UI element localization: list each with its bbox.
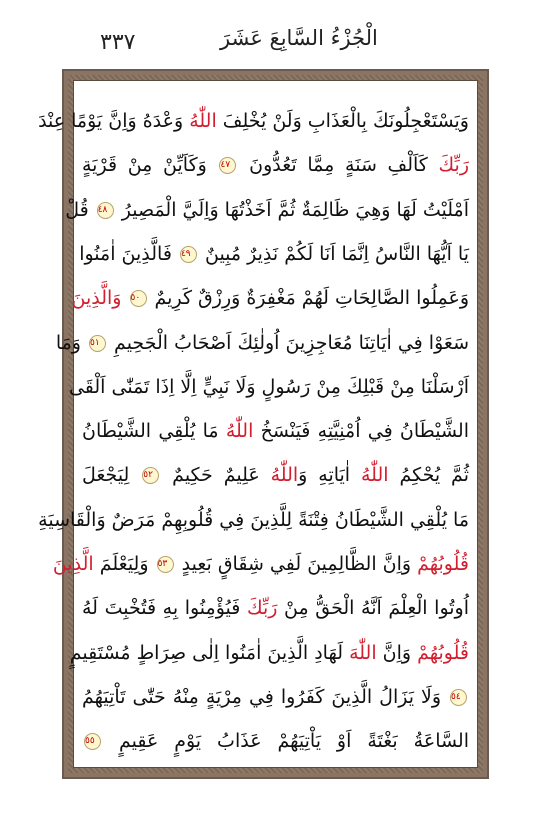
highlighted-word: اللّٰهَ (349, 641, 377, 664)
verse-text: مَا يُلْقِي الشَّيْطَانُ (82, 420, 226, 443)
verse-text: اُوتُوا الْعِلْمَ اَنَّهُ الْحَقُّ مِنْ (277, 597, 469, 620)
verse-text: وَعَمِلُوا الصَّالِحَاتِ لَهُمْ مَغْفِرَةٌ وَرِزْقٌ كَرِيمٌ (148, 287, 469, 310)
highlighted-word: اللّٰهُ (189, 110, 217, 132)
verse-text: وَلِيَعْلَمَ (93, 553, 155, 575)
highlighted-word: رَبِّكَ (438, 154, 469, 177)
verse-text: قُلْ (65, 198, 95, 221)
highlighted-word: اللّٰهُ (270, 464, 299, 487)
verse-text: اَمْلَيْتُ لَهَا وَهِيَ ظَالِمَةٌ ثُمَّ اَخَذْتُهَا وَاِلَيَّ الْمَصِيرُ (115, 198, 469, 221)
juz-title: الْجُزْءُ السَّابِعَ عَشَرَ (220, 26, 378, 50)
ayah-marker: ٥٣ (157, 556, 174, 573)
verse-text: اٰيَاتِهِ وَ (298, 464, 361, 487)
verse-text: فَيُؤْمِنُوا بِهِ فَتُخْبِتَ لَهُ (82, 597, 247, 620)
text-line (82, 455, 469, 495)
verse-text: لَهَادِ الَّذِينَ اٰمَنُوا اِلٰى صِرَاطٍ مُسْتَقِيمٍ (69, 641, 350, 664)
text-line (38, 500, 469, 540)
verse-text: السَّاعَةُ بَغْتَةً اَوْ يَاْتِيَهُمْ عَذَابُ يَوْمٍ عَقِيمٍ (103, 730, 469, 753)
text-line (82, 145, 469, 185)
verse-text: يَا اَيُّهَا النَّاسُ اِنَّمَا اَنَا لَكُمْ نَذِيرٌ مُبِينٌ (198, 242, 469, 265)
highlighted-word: اللّٰهُ (361, 464, 389, 487)
verse-text: مَا يُلْقِي الشَّيْطَانُ فِتْنَةً لِلَّذِينَ فِي قُلُوبِهِمْ مَرَضٌ وَالْقَاسِيَةِ (38, 508, 469, 531)
text-line (68, 367, 469, 407)
highlighted-word: رَبِّكَ (246, 597, 278, 620)
text-line (55, 323, 469, 363)
verse-text: الشَّيْطَانُ فِي اُمْنِيَّتِهِ فَيَنْسَخُ (253, 420, 469, 443)
text-line (69, 633, 469, 673)
verse-text: وَاِنَّ الظَّالِمِينَ لَفِي شِقَاقٍ بَعِيدٍ (175, 553, 418, 575)
highlighted-word: قُلُوبُهُمْ (417, 641, 469, 664)
verse-text: وَلَا يَزَالُ الَّذِينَ كَفَرُوا فِي مِرْيَةٍ مِنْهُ حَتّٰى تَاْتِيَهُمُ (82, 685, 448, 708)
verse-text: وَكَاَيِّنْ مِنْ قَرْيَةٍ (82, 154, 218, 177)
ayah-marker: ٤٨ (97, 202, 114, 219)
ayah-marker: ٥٢ (142, 467, 159, 484)
text-line (82, 677, 469, 717)
text-line (82, 411, 469, 451)
quran-text (38, 101, 469, 753)
text-line (52, 544, 469, 584)
text-line (82, 721, 469, 761)
text-line (82, 588, 469, 628)
text-panel (38, 80, 478, 768)
verse-text: وَعْدَهُ وَاِنَّ يَوْمًا عِنْدَ (38, 110, 190, 132)
highlighted-word: اللّٰهُ (225, 420, 254, 443)
verse-text: لِيَجْعَلَ (82, 464, 141, 487)
text-line (79, 234, 469, 274)
verse-text: فَالَّذِينَ اٰمَنُوا (79, 242, 178, 265)
verse-text: وَيَسْتَعْجِلُونَكَ بِالْعَذَابِ وَلَنْ يُخْلِفَ (216, 110, 469, 132)
highlighted-word: قُلُوبُهُمْ (417, 553, 469, 575)
page-frame (38, 69, 489, 779)
ayah-marker: ٥٤ (450, 689, 467, 706)
verse-text: وَاِنَّ (376, 641, 418, 664)
verse-text: وَمَا (55, 331, 88, 354)
page-number: ٣٣٧ (100, 30, 136, 55)
ayah-marker: ٥٠ (130, 290, 147, 307)
verse-text: سَعَوْا فِي اٰيَاتِنَا مُعَاجِزِينَ اُولٰئِكَ اَصْحَابُ الْجَحِيمِ (108, 331, 469, 354)
ayah-marker: ٤٩ (180, 246, 197, 263)
text-line (38, 101, 469, 141)
highlighted-word: وَالَّذِينَ (71, 287, 128, 310)
ayah-marker: ٥١ (89, 335, 106, 352)
verse-text: كَاَلْفِ سَنَةٍ مِمَّا تَعُدُّونَ (238, 154, 439, 177)
highlighted-word: الَّذِينَ (52, 553, 94, 575)
ayah-marker: ٤٧ (219, 157, 236, 174)
verse-text: اَرْسَلْنَا مِنْ قَبْلِكَ مِنْ رَسُولٍ وَلَا نَبِيٍّ اِلَّا اِذَا تَمَنّٰى اَلْقَى (68, 375, 469, 398)
verse-text: ثُمَّ يُحْكِمُ (388, 464, 469, 487)
text-line (71, 278, 469, 318)
verse-text: عَلِيمٌ حَكِيمٌ (161, 464, 271, 487)
text-line (65, 190, 469, 230)
ayah-marker: ٥٥ (84, 733, 101, 750)
page-header (0, 0, 550, 68)
